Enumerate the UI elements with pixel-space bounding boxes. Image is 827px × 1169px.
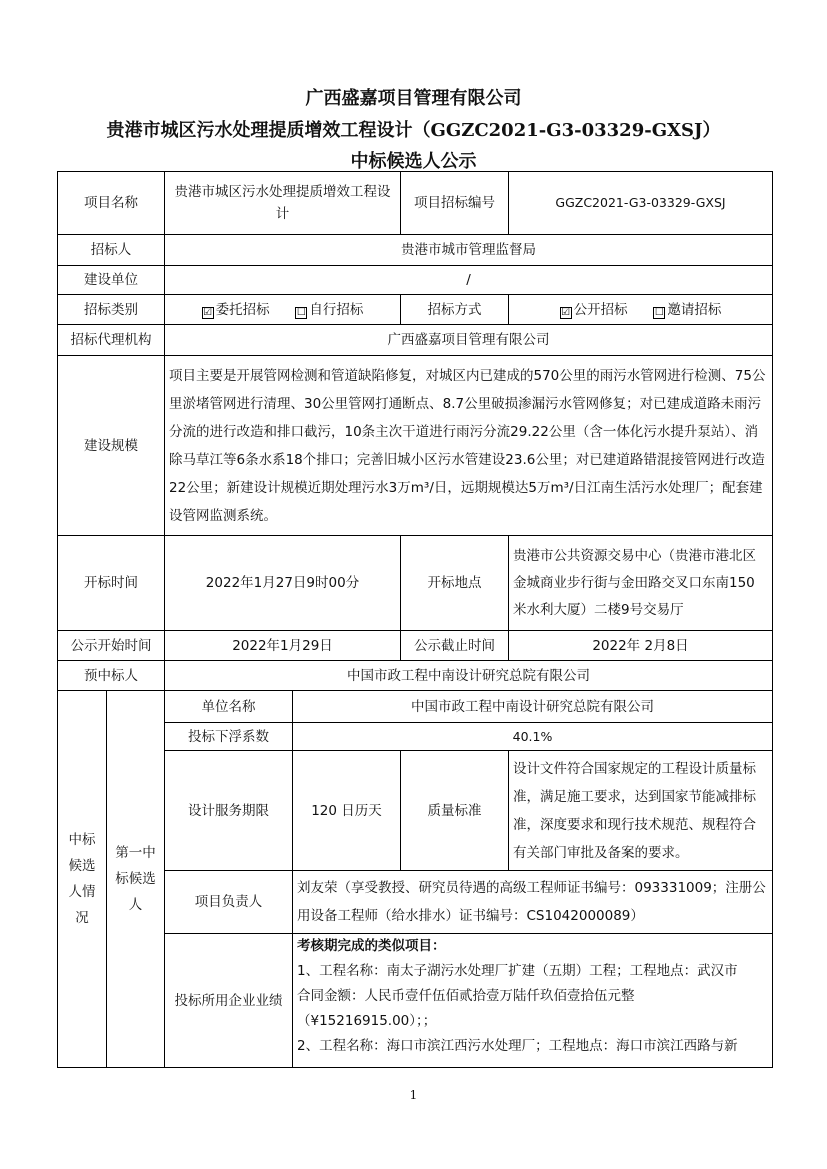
pub-start-label: 公示开始时间: [58, 631, 165, 661]
tenderee: 贵港市城市管理监督局: [165, 235, 773, 266]
table-row: [58, 536, 773, 631]
builder: /: [165, 266, 773, 295]
scale-label: 建设规模: [58, 356, 165, 536]
company-title: 广西盛嘉项目管理有限公司: [305, 88, 522, 109]
candidate-table: [57, 171, 773, 1068]
checked-box-icon: ☑: [203, 306, 213, 318]
perf-line: 1、工程名称：南太子湖污水处理厂扩建（五期）工程；工程地点：武汉市: [297, 963, 738, 979]
open-time: 2022年1月27日9时00分: [165, 536, 401, 631]
tender-no-label: 项目招标编号: [401, 172, 509, 235]
pub-end-label: 公示截止时间: [401, 631, 509, 661]
page-number: 1: [409, 1088, 418, 1102]
candidate-group-label: 中标候选人情况: [58, 691, 107, 1068]
method-label: 招标方式: [401, 295, 509, 325]
option-invite: 邀请招标: [667, 301, 722, 318]
table-row: [58, 751, 773, 871]
table-row: [58, 691, 773, 723]
notice-title: 中标候选人公示: [350, 151, 477, 172]
type-label: 招标类别: [58, 295, 165, 325]
perf-line: （¥15216915.00）；；: [297, 1013, 437, 1029]
unchecked-box-icon: ☐: [296, 306, 306, 318]
table-row: [58, 871, 773, 934]
open-place-label: 开标地点: [401, 536, 509, 631]
perf-heading: 考核期完成的类似项目：: [297, 938, 446, 954]
pub-end: 2022年 2月8日: [509, 631, 773, 661]
table-row: [58, 723, 773, 751]
option-self: 自行招标: [309, 301, 364, 318]
method-options: [509, 295, 773, 325]
manager-label: 项目负责人: [165, 871, 293, 934]
tender-no: GGZC2021-G3-03329-GXSJ: [509, 172, 773, 235]
project-name-label: 项目名称: [58, 172, 165, 235]
quality-value: 设计文件符合国家规定的工程设计质量标准，满足施工要求，达到国家节能减排标准，深度要求和现行技术规范、规程符合有关部门审批及备案的要求。: [509, 751, 773, 871]
open-place: 贵港市公共资源交易中心（贵港市港北区金城商业步行街与金田路交叉口东南150米水利大厦）二楼9号交易厅: [509, 536, 773, 631]
agency-label: 招标代理机构: [58, 325, 165, 356]
period-label: 设计服务期限: [165, 751, 293, 871]
unit-label: 单位名称: [165, 691, 293, 723]
pre-winner-label: 预中标人: [58, 661, 165, 691]
manager-value: 刘友荣（享受教授、研究员待遇的高级工程师证书编号：093331009；注册公用设备工程师（给水排水）证书编号：CS1042000089）: [293, 871, 773, 934]
unchecked-box-icon: ☐: [654, 306, 664, 318]
scale-text: 项目主要是开展管网检测和管道缺陷修复，对城区内已建成的570公里的雨污水管网进行检测、75公里淤堵管网进行清理、30公里管网打通断点、8.7公里破损渗漏污水管网修复；对已建成道路未雨污分流的进行改造和排口截污，10条主次干道进行雨污分流29.22公里（含一体化污水提升泵站）、消除马草江等6条水系18个排口；完善旧城小区污水管建设23.6公里；对已建道路错混接管网进行改造22公里；新建设计规模近期处理污水3万m³/日，远期规模达5万m³/日江南生活污水处理厂；配套建设管网监测系统。: [165, 356, 773, 536]
table-row: [58, 631, 773, 661]
agency: 广西盛嘉项目管理有限公司: [165, 325, 773, 356]
option-open: 公开招标: [573, 301, 628, 318]
type-options: [165, 295, 401, 325]
rate-label: 投标下浮系数: [165, 723, 293, 751]
table-row: [58, 235, 773, 266]
open-time-label: 开标时间: [58, 536, 165, 631]
table-row: [58, 934, 773, 1068]
perf-line: 2、工程名称：海口市滨江西污水处理厂；工程地点：海口市滨江西路与新: [297, 1038, 738, 1054]
pre-winner: 中国市政工程中南设计研究总院有限公司: [165, 661, 773, 691]
pub-start: 2022年1月29日: [165, 631, 401, 661]
unit-name: 中国市政工程中南设计研究总院有限公司: [293, 691, 773, 723]
project-name: 贵港市城区污水处理提质增效工程设计: [165, 172, 401, 235]
table-row: [58, 356, 773, 536]
table-row: [58, 172, 773, 235]
option-commissioned: 委托招标: [215, 301, 270, 318]
tenderee-label: 招标人: [58, 235, 165, 266]
quality-label: 质量标准: [401, 751, 509, 871]
rate-value: 40.1%: [293, 723, 773, 751]
table-row: [58, 295, 773, 325]
period-value: 120 日历天: [293, 751, 401, 871]
perf-value: [293, 934, 773, 1068]
table-row: [58, 325, 773, 356]
table-row: [58, 661, 773, 691]
builder-label: 建设单位: [58, 266, 165, 295]
table-row: [58, 266, 773, 295]
perf-label: 投标所用企业业绩: [165, 934, 293, 1068]
checked-box-icon: ☑: [561, 306, 571, 318]
project-title: 贵港市城区污水处理提质增效工程设计（GGZC2021-G3-03329-GXSJ）: [106, 120, 721, 141]
candidate-rank-label: 第一中标候选人: [107, 691, 165, 1068]
perf-line: 合同金额：人民币壹仟伍佰贰拾壹万陆仟玖佰壹拾伍元整: [297, 988, 635, 1004]
